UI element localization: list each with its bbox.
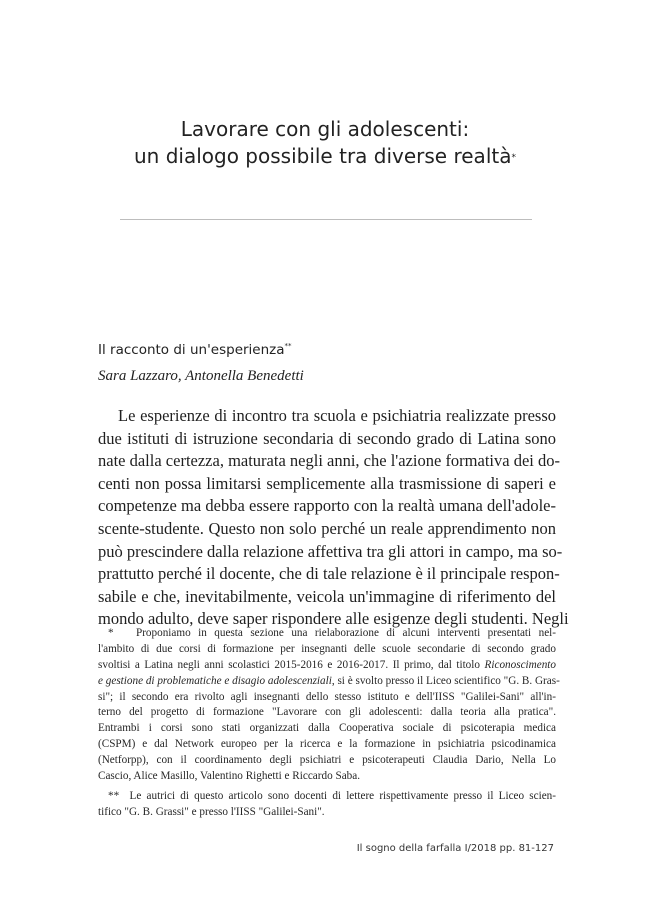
section-heading xyxy=(98,342,292,358)
section-footnote-marker[interactable]: ** xyxy=(284,341,292,350)
footnote-line: l'ambito di due corsi di formazione per insegnanti delle scuole secondarie di secondo grado xyxy=(98,642,556,655)
footnote-1 xyxy=(98,626,560,785)
footnote-2 xyxy=(98,789,556,821)
title-line-2 xyxy=(60,143,590,170)
authors-line: Sara Lazzaro, Antonella Benedetti xyxy=(98,368,304,384)
body-line: sabile e che, inevitabilmente, veicola un'immagine di riferimento del xyxy=(98,586,556,606)
footnote-line: (Netforpp), con il coordinamento degli psichiatri e psicoterapeuti Claudia Dario, Nella Lo xyxy=(98,754,556,767)
body-paragraph xyxy=(98,405,569,631)
footnote-2-marker: ** xyxy=(108,789,120,802)
footnote-line xyxy=(98,626,556,642)
footnote-line xyxy=(98,674,560,690)
body-line: scente-studente. Questo non solo perché un reale apprendimento non xyxy=(98,518,556,538)
title-footnote-marker[interactable]: * xyxy=(511,153,516,163)
footnote-line-text: svoltisi a Latina negli anni scolastici 2015-2016 e 2016-2017. Il primo, dal titolo xyxy=(98,658,480,671)
article-title xyxy=(60,116,590,170)
body-line: mondo adulto, deve saper rispondere alle esigenze degli studenti. Negli xyxy=(98,609,569,629)
footnote-line-text: , si è svolto presso il Liceo scientifico "G. B. Gras- xyxy=(331,674,560,687)
title-line-2-text: un dialogo possibile tra diverse realtà xyxy=(134,144,512,168)
footnote-line: tifico "G. B. Grassi" e presso l'IISS "Galilei-Sani". xyxy=(98,805,325,818)
title-line-1: Lavorare con gli adolescenti: xyxy=(180,117,470,141)
footnote-line xyxy=(98,789,556,805)
footnotes xyxy=(98,626,560,821)
body-line: centi non possa limitarsi semplicemente alla trasmissione di saperi e xyxy=(98,473,556,493)
footnote-1-marker: * xyxy=(108,627,114,639)
footnote-line: terno del progetto di formazione "Lavorare con gli adolescenti: dalla teoria alla pratica". xyxy=(98,706,556,719)
footnote-line: (CSPM) e dal Network europeo per la ricerca e la formazione in psichiatria psicodinamica xyxy=(98,738,556,751)
footnote-line-text: Proponiamo in questa sezione una rielaborazione di alcuni interventi presentati nel- xyxy=(135,627,556,639)
footnote-course-title: Riconoscimento xyxy=(484,658,556,671)
body-line: competenze ma debba essere rapporto con la realtà umana dell'adole- xyxy=(98,496,556,516)
body-line: Le esperienze di incontro tra scuola e psichiatria realizzate presso xyxy=(118,406,556,425)
footnote-line: Entrambi i corsi sono stati organizzati dalla Cooperativa sociale di psicoterapia medica xyxy=(98,722,556,735)
journal-citation-footer: Il sogno della farfalla I/2018 pp. 81-127 xyxy=(356,843,554,854)
body-line: prattutto perché il docente, che di tale relazione è il principale respon- xyxy=(98,564,560,584)
footnote-line: Cascio, Alice Masillo, Valentino Righetti e Riccardo Saba. xyxy=(98,770,361,783)
title-divider xyxy=(120,219,532,220)
body-line: nate dalla certezza, maturata negli anni, che l'azione formativa dei do- xyxy=(98,451,560,471)
section-heading-text: Il racconto di un'esperienza xyxy=(98,342,285,358)
footnote-line xyxy=(98,658,556,674)
body-line: due istituti di istruzione secondaria di secondo grado di Latina sono xyxy=(98,428,556,448)
footnote-line: si"; il secondo era rivolto agli insegnanti dello stesso istituto e dell'IISS "Galilei-Sani" all'in- xyxy=(98,690,556,703)
footnote-line-text: Le autrici di questo articolo sono docenti di lettere rispettivamente presso il Liceo scien- xyxy=(129,789,556,802)
footnote-course-title: e gestione di problematiche e disagio adolescenziali xyxy=(98,674,332,687)
body-line: può prescindere dalla relazione affettiva tra gli attori in campo, ma so- xyxy=(98,541,563,561)
